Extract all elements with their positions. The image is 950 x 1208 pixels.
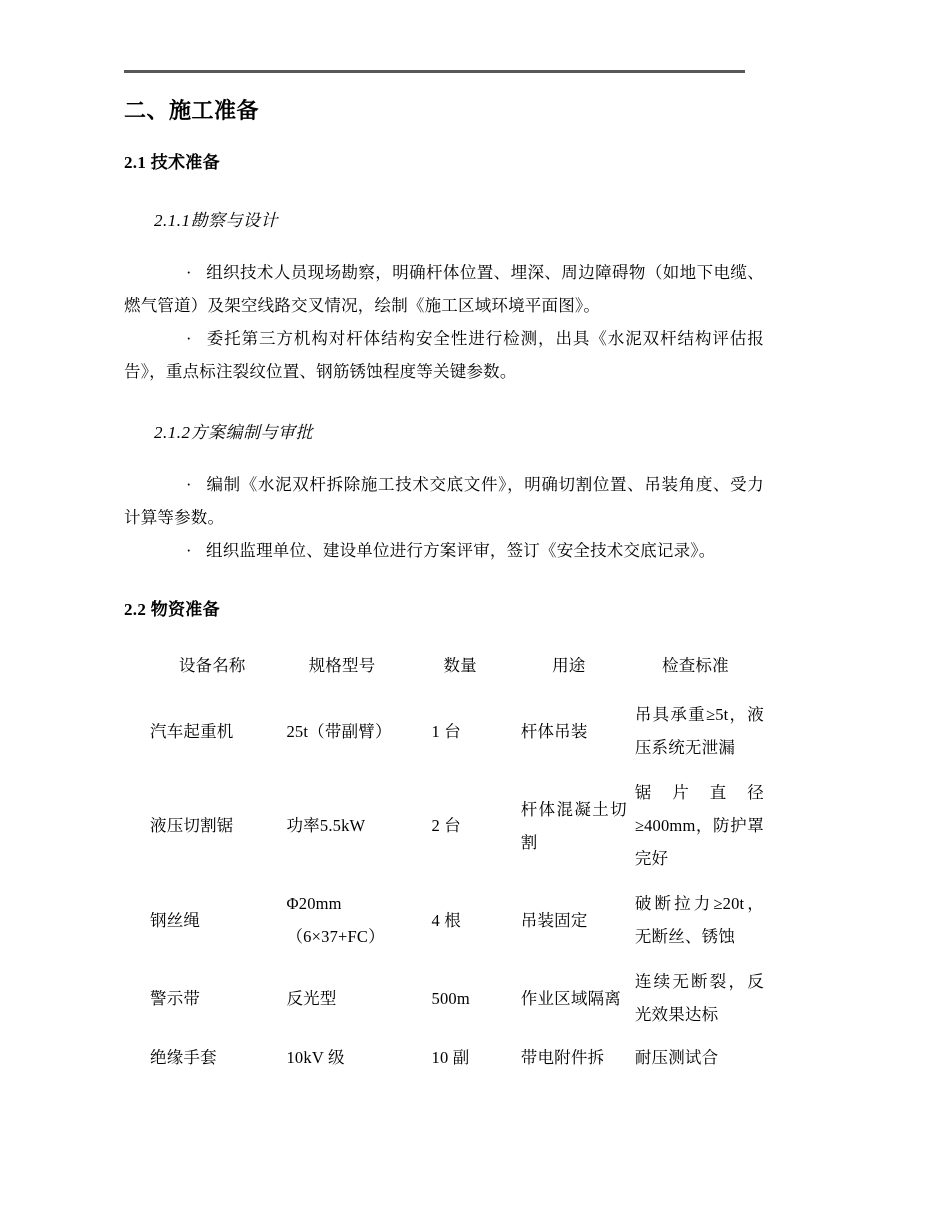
bullet-paragraph [124, 534, 764, 567]
subsection-heading-technical-preparation: 2.1 技术准备 [124, 153, 220, 172]
bullet-marker: · [186, 263, 192, 282]
bullet-paragraph [124, 256, 764, 322]
bullet-paragraph [124, 468, 764, 534]
subsection-heading-material-preparation: 2.2 物资准备 [124, 600, 220, 619]
table-row [150, 881, 764, 959]
materials-table-head [150, 649, 764, 692]
bullet-group-plan-approval [124, 468, 764, 567]
cell-inspection-standard: 吊具承重≥5t，液压系统无泄漏 [634, 705, 764, 757]
cell-equipment-name: 绝缘手套 [150, 1048, 217, 1067]
column-header-equipment-name: 设备名称 [178, 656, 246, 675]
cell-quantity: 1 台 [431, 721, 461, 741]
section-heading: 二、施工准备 [124, 98, 260, 123]
table-row [150, 1037, 764, 1080]
materials-table-wrapper [150, 649, 764, 1080]
cell-specification: 25t（带副臂） [286, 721, 392, 741]
table-row [150, 959, 764, 1037]
table-row [150, 692, 764, 770]
cell-inspection-standard: 连续无断裂，反光效果达标 [634, 972, 764, 1024]
cell-equipment-name: 液压切割锯 [150, 816, 234, 835]
document-content [124, 94, 764, 1080]
cell-specification: Φ20mm（6×37+FC） [286, 894, 385, 946]
subsubsection-heading-survey-design: 2.1.1勘察与设计 [154, 211, 278, 230]
materials-table-body [150, 692, 764, 1080]
cell-specification: 10kV 级 [286, 1048, 345, 1067]
cell-inspection-standard: 锯片直径≥400mm，防护罩完好 [634, 783, 764, 868]
cell-purpose: 杆体混凝土切割 [520, 799, 627, 852]
materials-table [150, 649, 764, 1080]
cell-specification: 功率5.5kW [286, 816, 366, 835]
bullet-text: 委托第三方机构对杆体结构安全性进行检测，出具《水泥双杆结构评估报告》，重点标注裂纹位置、钢筋锈蚀程度等关键参数。 [124, 329, 764, 381]
column-header-quantity: 数量 [443, 656, 477, 675]
cell-quantity: 10 副 [431, 1048, 470, 1067]
bullet-marker: · [186, 329, 192, 348]
cell-inspection-standard: 耐压测试合 [634, 1048, 719, 1067]
bullet-text: 组织监理单位、建设单位进行方案评审，签订《安全技术交底记录》。 [206, 541, 716, 560]
cell-specification: 反光型 [286, 988, 337, 1008]
table-row [150, 770, 764, 881]
column-header-inspection-standard: 检查标准 [662, 656, 729, 675]
bullet-group-survey-design [124, 256, 764, 388]
table-header-row [150, 649, 764, 692]
bullet-text: 组织技术人员现场勘察，明确杆体位置、埋深、周边障碍物（如地下电缆、燃气管道）及架空线路交叉情况，绘制《施工区域环境平面图》。 [124, 263, 764, 315]
cell-purpose: 吊装固定 [520, 910, 588, 930]
subsubsection-heading-plan-approval: 2.1.2方案编制与审批 [154, 423, 313, 442]
cell-purpose: 杆体吊装 [520, 721, 588, 741]
cell-quantity: 2 台 [431, 816, 461, 835]
cell-inspection-standard: 破断拉力≥20t，无断丝、锈蚀 [634, 894, 764, 946]
header-horizontal-rule [124, 70, 745, 73]
bullet-marker: · [186, 541, 192, 560]
cell-equipment-name: 汽车起重机 [150, 721, 234, 741]
bullet-text: 编制《水泥双杆拆除施工技术交底文件》，明确切割位置、吊装角度、受力计算等参数。 [124, 475, 764, 527]
cell-purpose: 带电附件拆 [520, 1048, 605, 1067]
column-header-purpose: 用途 [552, 656, 586, 675]
cell-purpose: 作业区域隔离 [520, 988, 621, 1008]
column-header-specification: 规格型号 [308, 656, 376, 675]
bullet-paragraph [124, 322, 764, 388]
cell-equipment-name: 警示带 [150, 988, 201, 1008]
bullet-marker: · [186, 475, 192, 494]
cell-equipment-name: 钢丝绳 [150, 910, 201, 930]
cell-quantity: 500m [431, 988, 470, 1008]
cell-quantity: 4 根 [431, 910, 461, 930]
